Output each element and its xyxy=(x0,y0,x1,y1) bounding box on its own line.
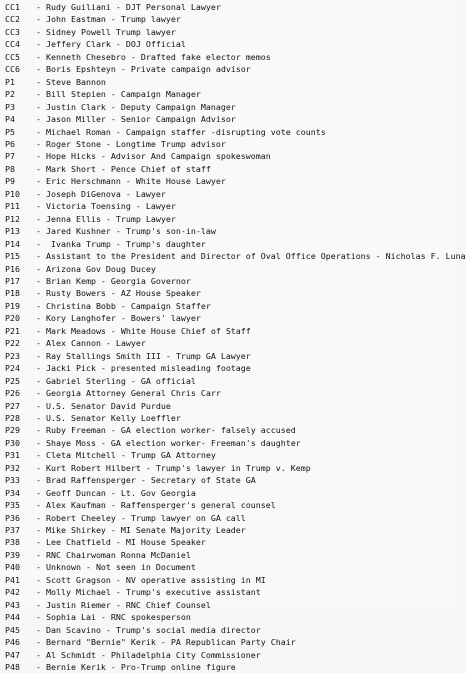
entry-code: P29 xyxy=(5,425,20,436)
entry-description: - Geoff Duncan - Lt. Gov Georgia xyxy=(36,487,196,498)
entry-code: P48 xyxy=(5,662,20,673)
list-item xyxy=(5,38,466,50)
list-item xyxy=(5,661,466,673)
entry-code: P45 xyxy=(5,624,20,635)
entry-description: - Rudy Guiliani - DJT Personal Lawyer xyxy=(36,2,221,12)
list-item xyxy=(5,325,466,337)
list-item xyxy=(5,113,466,125)
entry-code: P16 xyxy=(5,263,20,274)
list-item xyxy=(5,250,466,262)
list-item xyxy=(5,375,466,387)
entry-code: P14 xyxy=(5,238,20,249)
entry-description: - Roger Stone - Longtime Trump advisor xyxy=(36,138,226,149)
list-item xyxy=(5,487,466,499)
entry-description: - Sophia Lai - RNC spokesperson xyxy=(36,612,191,623)
list-item xyxy=(5,337,466,349)
entry-description: - Jared Kushner - Trump's son-in-law xyxy=(36,226,216,237)
entry-description: - Bernie Kerik - Pro-Trump online figure xyxy=(36,662,236,673)
entry-description: - Joseph DiGenova - Lawyer xyxy=(36,188,166,199)
entry-description: - Justin Riemer - RNC Chief Counsel xyxy=(36,599,211,610)
entry-description: - Rusty Bowers - AZ House Speaker xyxy=(36,288,201,299)
entry-description: - Kenneth Chesebro - Drafted fake elector memos xyxy=(36,51,271,62)
list-item xyxy=(5,449,466,461)
entry-code: P1 xyxy=(5,76,15,87)
list-item xyxy=(5,512,466,524)
list-item xyxy=(5,611,466,623)
entry-description: - Robert Cheeley - Trump lawyer on GA call xyxy=(36,512,246,523)
entry-description: - Scott Gragson - NV operative assisting in MI xyxy=(36,574,266,585)
list-item xyxy=(5,263,466,275)
entry-description: - Steve Bannon xyxy=(36,76,106,87)
entry-code: P5 xyxy=(5,126,15,137)
entry-code: P19 xyxy=(5,300,20,311)
entry-code: CC6 xyxy=(5,64,20,75)
entry-code: P10 xyxy=(5,188,20,199)
entry-description: - Christina Bobb - Campaign Staffer xyxy=(36,300,211,311)
list-item xyxy=(5,126,466,138)
list-item xyxy=(5,574,466,586)
list-item xyxy=(5,275,466,287)
entry-code: P30 xyxy=(5,437,20,448)
entry-code: CC4 xyxy=(5,39,20,50)
entry-code: P6 xyxy=(5,138,15,149)
entry-code: P13 xyxy=(5,226,20,237)
participant-list xyxy=(5,1,466,673)
entry-code: P20 xyxy=(5,313,20,324)
entry-description: - Georgia Attorney General Chris Carr xyxy=(36,388,221,399)
entry-description: - RNC Chairwoman Ronna McDaniel xyxy=(36,549,191,560)
entry-code: P12 xyxy=(5,213,20,224)
entry-code: P17 xyxy=(5,275,20,286)
list-item xyxy=(5,76,466,88)
entry-description: - U.S. Senator David Purdue xyxy=(36,400,171,411)
list-item xyxy=(5,1,466,13)
entry-description: - Jenna Ellis - Trump Lawyer xyxy=(36,213,176,224)
entry-code: P22 xyxy=(5,338,20,349)
list-item xyxy=(5,200,466,212)
entry-code: P37 xyxy=(5,525,20,536)
entry-description: - Cleta Mitchell - Trump GA Attorney xyxy=(36,450,216,461)
entry-description: - Mike Shirkey - MI Senate Majority Leader xyxy=(36,525,246,536)
entry-code: CC3 xyxy=(5,26,20,37)
list-item xyxy=(5,26,466,38)
entry-description: - Jason Miller - Senior Campaign Advisor xyxy=(36,114,236,125)
entry-description: - Justin Clark - Deputy Campaign Manager xyxy=(36,101,236,112)
list-item xyxy=(5,238,466,250)
list-item xyxy=(5,350,466,362)
list-item xyxy=(5,424,466,436)
entry-code: P8 xyxy=(5,163,15,174)
list-item xyxy=(5,636,466,648)
entry-description: - U.S. Senator Kelly Loeffler xyxy=(36,412,181,423)
list-item xyxy=(5,499,466,511)
list-item xyxy=(5,213,466,225)
entry-code: P46 xyxy=(5,637,20,648)
list-item xyxy=(5,624,466,636)
entry-description: - Lee Chatfield - MI House Speaker xyxy=(36,537,206,548)
entry-description: - Molly Michael - Trump's executive assistant xyxy=(36,587,261,598)
entry-description: - Al Schmidt - Philadelphia City Commissioner xyxy=(36,649,261,660)
entry-description: - Ivanka Trump - Trump's daughter xyxy=(36,238,206,249)
entry-code: P39 xyxy=(5,549,20,560)
entry-code: P26 xyxy=(5,388,20,399)
list-item xyxy=(5,150,466,162)
entry-code: P32 xyxy=(5,462,20,473)
entry-description: - Hope Hicks - Advisor And Campaign spokeswoman xyxy=(36,151,271,162)
entry-description: - Gabriel Sterling - GA official xyxy=(36,375,196,386)
entry-code: CC1 xyxy=(5,2,20,12)
list-item xyxy=(5,101,466,113)
list-item xyxy=(5,188,466,200)
entry-code: P35 xyxy=(5,500,20,511)
list-item xyxy=(5,225,466,237)
list-item xyxy=(5,524,466,536)
list-item xyxy=(5,175,466,187)
entry-code: P4 xyxy=(5,114,15,125)
entry-code: P27 xyxy=(5,400,20,411)
list-item xyxy=(5,586,466,598)
entry-description: - John Eastman - Trump lawyer xyxy=(36,14,181,25)
entry-code: P7 xyxy=(5,151,15,162)
entry-code: P44 xyxy=(5,612,20,623)
list-item xyxy=(5,362,466,374)
entry-description: - Alex Cannon - Lawyer xyxy=(36,338,146,349)
entry-description: - Shaye Moss - GA election worker- Freeman's daughter xyxy=(36,437,301,448)
entry-description: - Kory Langhofer - Bowers' lawyer xyxy=(36,313,201,324)
entry-code: P21 xyxy=(5,325,20,336)
entry-code: P24 xyxy=(5,363,20,374)
list-item xyxy=(5,599,466,611)
list-item xyxy=(5,312,466,324)
list-item xyxy=(5,437,466,449)
entry-code: P25 xyxy=(5,375,20,386)
entry-code: P33 xyxy=(5,475,20,486)
list-item xyxy=(5,138,466,150)
list-item xyxy=(5,474,466,486)
list-item xyxy=(5,387,466,399)
entry-code: P18 xyxy=(5,288,20,299)
list-item xyxy=(5,400,466,412)
entry-code: P15 xyxy=(5,251,20,262)
entry-code: P43 xyxy=(5,599,20,610)
entry-description: - Arizona Gov Doug Ducey xyxy=(36,263,156,274)
list-item xyxy=(5,412,466,424)
entry-description: - Brian Kemp - Georgia Governor xyxy=(36,275,191,286)
list-item xyxy=(5,561,466,573)
entry-description: - Unknown - Not seen in Document xyxy=(36,562,196,573)
list-item xyxy=(5,549,466,561)
entry-code: P41 xyxy=(5,574,20,585)
entry-code: P40 xyxy=(5,562,20,573)
list-item xyxy=(5,63,466,75)
entry-description: - Jacki Pick - presented misleading footage xyxy=(36,363,251,374)
entry-code: P38 xyxy=(5,537,20,548)
entry-code: P2 xyxy=(5,89,15,100)
entry-description: - Eric Herschmann - White House Lawyer xyxy=(36,176,226,187)
entry-code: P31 xyxy=(5,450,20,461)
list-item xyxy=(5,536,466,548)
entry-code: P3 xyxy=(5,101,15,112)
entry-description: - Michael Roman - Campaign staffer -disrupting vote counts xyxy=(36,126,326,137)
entry-description: - Brad Raffensperger - Secretary of State GA xyxy=(36,475,256,486)
entry-code: CC2 xyxy=(5,14,20,25)
entry-description: - Ray Stallings Smith III - Trump GA Lawyer xyxy=(36,350,251,361)
entry-description: - Alex Kaufman - Raffensperger's general counsel xyxy=(36,500,276,511)
list-item xyxy=(5,287,466,299)
entry-description: - Jeffery Clark - DOJ Official xyxy=(36,39,186,50)
list-item xyxy=(5,51,466,63)
entry-code: P11 xyxy=(5,201,20,212)
entry-code: P42 xyxy=(5,587,20,598)
entry-code: P23 xyxy=(5,350,20,361)
entry-description: - Bill Stepien - Campaign Manager xyxy=(36,89,201,100)
entry-description: - Bernard "Bernie" Kerik - PA Republican Party Chair xyxy=(36,637,296,648)
entry-code: P9 xyxy=(5,176,15,187)
entry-code: P28 xyxy=(5,412,20,423)
entry-description: - Mark Short - Pence Chief of staff xyxy=(36,163,211,174)
list-item xyxy=(5,13,466,25)
entry-code: P34 xyxy=(5,487,20,498)
list-item xyxy=(5,649,466,661)
entry-description: - Assistant to the President and Director of Oval Office Operations - Nicholas F. Luna xyxy=(36,251,466,262)
entry-code: P47 xyxy=(5,649,20,660)
entry-description: - Kurt Robert Hilbert - Trump's lawyer in Trump v. Kemp xyxy=(36,462,311,473)
entry-description: - Mark Meadows - White House Chief of Staff xyxy=(36,325,251,336)
entry-code: P36 xyxy=(5,512,20,523)
entry-description: - Dan Scavino - Trump's social media director xyxy=(36,624,261,635)
entry-description: - Victoria Toensing - Lawyer xyxy=(36,201,176,212)
list-item xyxy=(5,163,466,175)
list-item xyxy=(5,462,466,474)
entry-description: - Boris Epshteyn - Private campaign advisor xyxy=(36,64,251,75)
list-item xyxy=(5,88,466,100)
list-item xyxy=(5,300,466,312)
entry-code: CC5 xyxy=(5,51,20,62)
entry-description: - Ruby Freeman - GA election worker- falsely accused xyxy=(36,425,296,436)
entry-description: - Sidney Powell Trump lawyer xyxy=(36,26,176,37)
